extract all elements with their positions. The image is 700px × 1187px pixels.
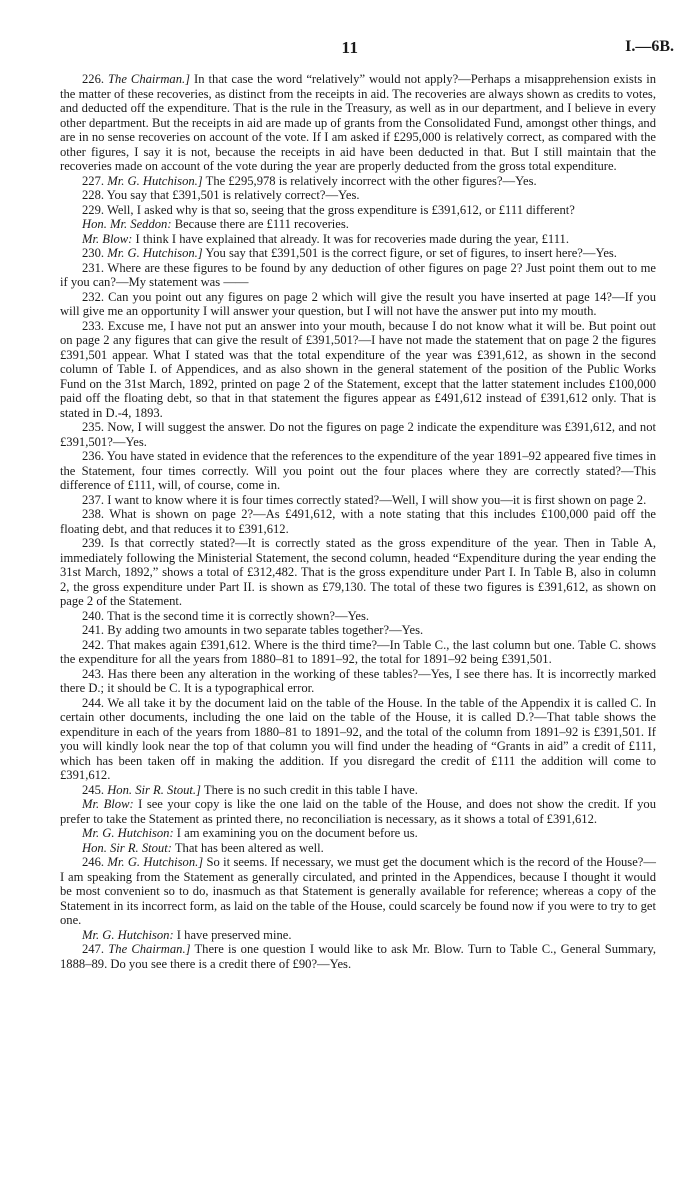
question-number: 229. <box>82 202 105 217</box>
paragraph-text: Can you point out any figures on page 2 which will give the result you have inserted at page 14?—If you will give me an opportunity I will answer your question, but I will not have the answer put into my mouth. <box>60 289 656 318</box>
paragraph-text: You say that £391,501 is relatively correct?—Yes. <box>104 188 360 202</box>
question-number: 242. <box>82 637 105 652</box>
paragraph <box>60 855 656 928</box>
paragraph-text: There is one question I would like to ask Mr. Blow. Turn to Table C., General Summary, 1888–89. Do you see there is a credit there of £90?—Yes. <box>60 942 657 971</box>
question-number: 244. <box>82 695 105 710</box>
speaker: Hon. Mr. Seddon: <box>82 217 172 231</box>
paragraph <box>60 420 656 449</box>
paragraph <box>60 217 656 232</box>
paragraph-text: I have preserved mine. <box>173 927 292 942</box>
speaker: Mr. Blow: <box>82 797 134 811</box>
question-number: 235. <box>82 420 105 434</box>
paragraph-text: I want to know where it is four times correctly stated?—Well, I will show you—it is first shown on page 2. <box>104 492 647 507</box>
evidence-text <box>60 72 656 971</box>
question-number: 243. <box>82 666 105 681</box>
question-number: 236. <box>82 449 105 463</box>
paragraph-text: So it seems. If necessary, we must get the document which is the record of the House?—I am speaking from the Statement as generally circulated, and printed in the Appendices, because I thought it would be most convenient so to do, inasmuch as that Statement is generally available for reference; whereas a copy of the Statement in its incorrect form, as laid on the table of the House, could scarcely be found now if you were to try to get one. <box>60 855 656 927</box>
paragraph-text: There is no such credit in this table I have. <box>200 782 418 797</box>
speaker: Hon. Sir R. Stout.] <box>107 782 201 797</box>
paragraph <box>60 638 656 667</box>
question-number: 227. <box>82 173 105 188</box>
paragraph <box>60 783 656 798</box>
paragraph <box>60 319 656 421</box>
paragraph <box>60 507 656 536</box>
paragraph-text: You have stated in evidence that the references to the expenditure of the year 1891–92 appeared five times in the Statement, four times correctly. Will you point out the four places where they are correctly stated?—This difference of £111, will, of course, come in. <box>60 449 656 492</box>
paragraph <box>60 261 656 290</box>
question-number: 237. <box>82 492 105 507</box>
speaker: The Chairman.] <box>108 72 191 86</box>
question-number: 239. <box>82 536 105 550</box>
paragraph-text: That has been altered as well. <box>171 840 324 855</box>
paragraph <box>60 493 656 508</box>
paragraph-text: We all take it by the document laid on the table of the House. In the table of the Appendix it is called C. In certain other documents, including the one laid on the table of the House, it is called D.?—That table shows the expenditure in each of the years from 1880–81 to 1891–92, and the total of the column from 1891–92 is £391,501. If you will kindly look near the top of that column you will find under the heading of “Grants in aid” a credit of £111, which has been taken off in making the addition. If you disregard the credit of £111 the addition will come to £391,612. <box>60 695 656 782</box>
paragraph <box>60 696 656 783</box>
question-number: 241. <box>82 623 105 637</box>
question-number: 238. <box>82 507 105 521</box>
page-number: 11 <box>341 38 359 57</box>
paragraph <box>60 72 656 174</box>
paragraph <box>60 609 656 624</box>
paragraph-text: By adding two amounts in two separate tables together?—Yes. <box>104 623 424 637</box>
question-number: 231. <box>82 260 105 275</box>
paragraph <box>60 290 656 319</box>
paragraph <box>60 188 656 203</box>
question-number: 245. <box>82 782 105 797</box>
paragraph-text: In that case the word “relatively” would not apply?—Perhaps a misapprehension exists in the matter of these recoveries, as distinct from the receipts in aid. The recoveries are always shown as credits to votes, and deducted off the expenditure. That is the rule in the Treasury, as well as in our department, and I believe in every other department. But the receipts in aid are made up of grants from the Consolidated Fund, amongst other things, and are in no sense recoveries on account of the vote. If I am asked if £295,000 is relatively correct, as compared with the other figures, I say it is not, because the receipts in aid have been deducted in that. But I still maintain that the recoveries made on account of the vote during the year are properly deducted from the gross total expenditure. <box>60 72 657 173</box>
speaker: The Chairman.] <box>108 942 191 956</box>
speaker: Mr. G. Hutchison: <box>82 826 174 840</box>
question-number: 247. <box>82 942 105 956</box>
paragraph-text: I am examining you on the document before us. <box>173 826 418 840</box>
question-number: 240. <box>82 608 105 623</box>
paragraph-text: That makes again £391,612. Where is the third time?—In Table C., the last column but one. Table C. shows the expenditure for all the years from 1880–81 to 1891–92, the total for 1891–92 being £391,501. <box>60 637 656 666</box>
speaker: Mr. G. Hutchison.] <box>107 173 203 188</box>
speaker: Mr. Blow: <box>82 231 133 246</box>
paragraph <box>60 942 656 971</box>
paragraph-text: Where are these figures to be found by any deduction of other figures on page 2? Just point them out to me if you can?—My statement was —— <box>60 260 656 289</box>
paragraph <box>60 826 656 841</box>
paragraph-text: That is the second time it is correctly shown?—Yes. <box>104 608 370 623</box>
paragraph-text: What is shown on page 2?—As £491,612, with a note stating that this includes £100,000 paid off the floating debt, and that reduces it to £391,612. <box>60 507 656 536</box>
paragraph-text: Well, I asked why is that so, seeing that the gross expenditure is £391,612, or £111 different? <box>104 202 575 217</box>
question-number: 230. <box>82 246 105 260</box>
speaker: Mr. G. Hutchison.] <box>107 246 203 260</box>
question-number: 246. <box>82 855 105 869</box>
paragraph-text: Because there are £111 recoveries. <box>171 217 349 231</box>
paragraph <box>60 928 656 943</box>
paragraph <box>60 203 656 218</box>
question-number: 228. <box>82 188 105 202</box>
paragraph-text: You say that £391,501 is the correct figure, or set of figures, to insert here?—Yes. <box>202 246 617 260</box>
paragraph <box>60 174 656 189</box>
paragraph-text: Is that correctly stated?—It is correctly stated as the gross expenditure of the year. Then in Table A, immediately following the Ministerial Statement, the second column, headed “Expenditure during the year ending the 31st March, 1892,” shows a total of £312,482. That is the gross expenditure under Part I. In Table B, also in column 2, the gross expenditure under Part II. is shown as £79,130. The total of these two figures is £391,612, as shown on page 2 of the Statement. <box>60 536 656 608</box>
paragraph <box>60 797 656 826</box>
paragraph-text: Now, I will suggest the answer. Do not the figures on page 2 indicate the expenditure was £391,612, and not £391,501?—Yes. <box>60 420 656 449</box>
document-reference: I.—6B. <box>625 38 674 55</box>
paragraph <box>60 246 656 261</box>
paragraph-text: Has there been any alteration in the working of these tables?—Yes, I see there has. It is incorrectly marked there D.; it should be C. It is a typographical error. <box>60 666 656 695</box>
paragraph <box>60 667 656 696</box>
speaker: Mr. G. Hutchison.] <box>107 855 204 869</box>
paragraph <box>60 623 656 638</box>
speaker: Mr. G. Hutchison: <box>82 927 174 942</box>
speaker: Hon. Sir R. Stout: <box>82 840 172 855</box>
question-number: 232. <box>82 289 105 304</box>
paragraph <box>60 232 656 247</box>
paragraph <box>60 449 656 493</box>
paragraph <box>60 841 656 856</box>
paragraph-text: I think I have explained that already. It was for recoveries made during the year, £111. <box>132 231 569 246</box>
paragraph <box>60 536 656 609</box>
paragraph-text: The £295,978 is relatively incorrect with the other figures?—Yes. <box>202 173 537 188</box>
paragraph-text: I see your copy is like the one laid on the table of the House, and does not show the credit. If you prefer to take the Statement as printed there, no reconciliation is necessary, as it shows a total of £391,612. <box>60 797 656 826</box>
paragraph-text: Excuse me, I have not put an answer into your mouth, because I do not know what it will be. But point out on page 2 any figures that can give the result of £391,501?—I have not made the statement that on page 2 the figures £391,501 appear. What I stated was that the total expenditure of the year was £391,612, as shown in the second column of Table I. of Appendices, and as also shown in the general statement of the position of the Public Works Fund on the 31st March, 1892, printed on page 2 of the Statement, except that the latter statement includes £100,000 paid off the floating debt, so that in that statement the figures appear as £491,612 instead of £391,612 only. That is stated in D.-4, 1893. <box>60 318 656 420</box>
question-number: 233. <box>82 318 105 333</box>
question-number: 226. <box>82 72 105 86</box>
